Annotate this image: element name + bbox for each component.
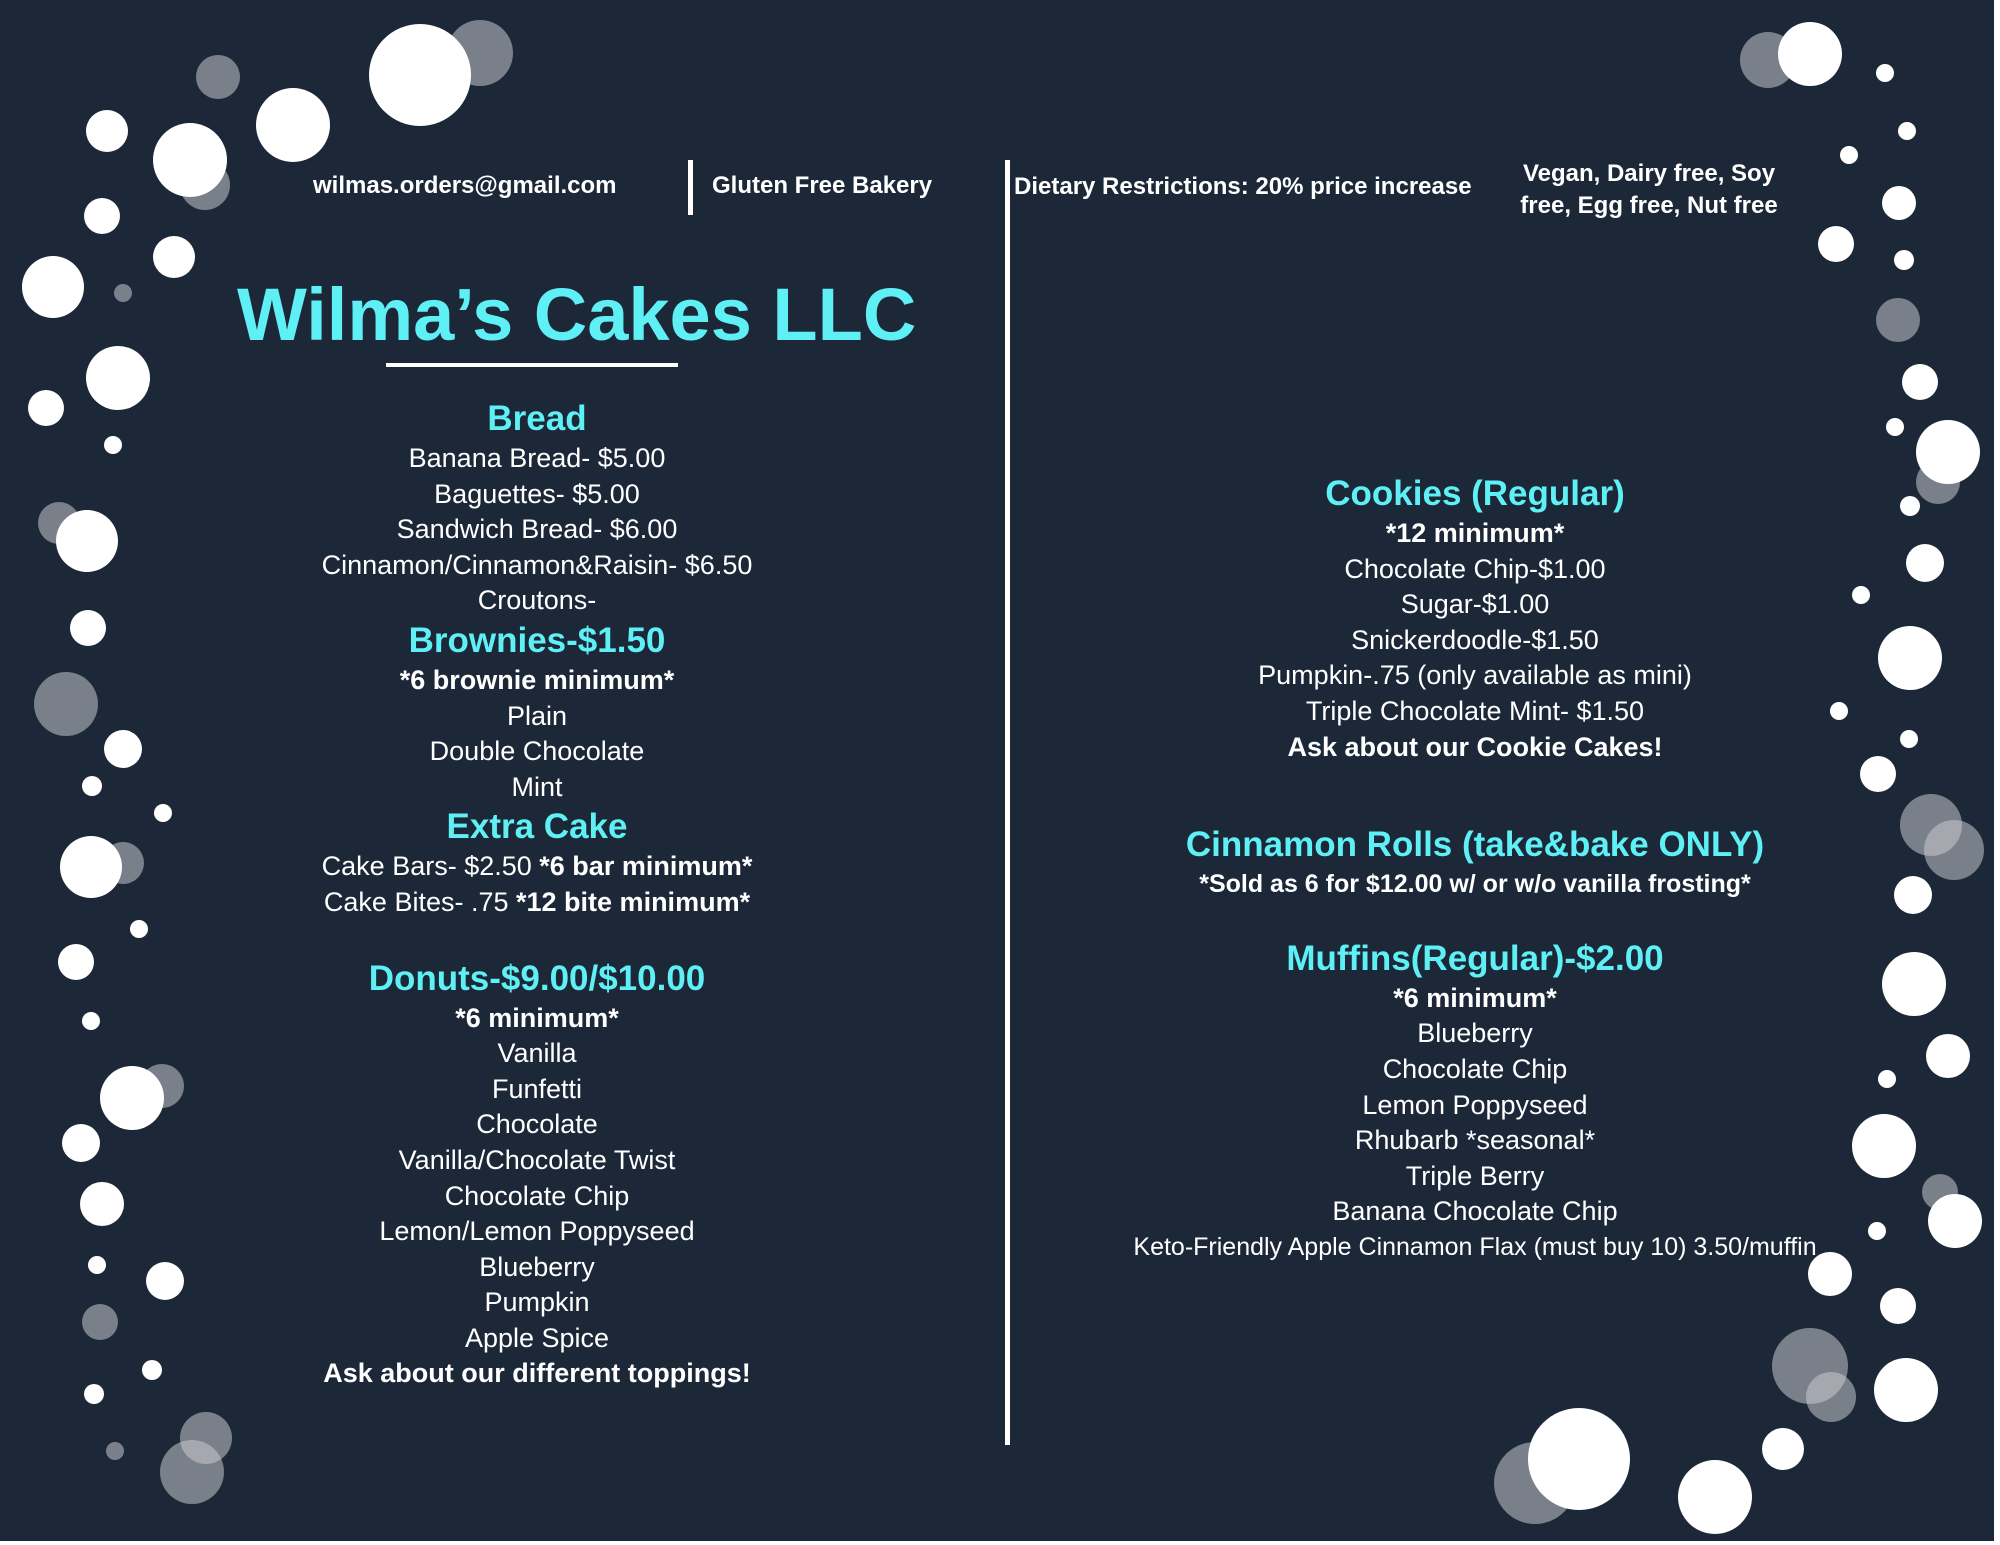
menu-item: Apple Spice <box>464 1322 610 1353</box>
menu-item: Pumpkin <box>484 1287 590 1318</box>
decorative-dot <box>130 920 148 938</box>
decorative-dot <box>84 198 120 234</box>
menu-item: Double Chocolate <box>429 736 645 767</box>
decorative-dot <box>1528 1408 1630 1510</box>
decorative-dot <box>1926 1034 1970 1078</box>
decorative-dot <box>1878 1070 1896 1088</box>
decorative-dot <box>1762 1428 1804 1470</box>
decorative-dot <box>1924 820 1984 880</box>
decorative-dot <box>86 110 128 152</box>
decorative-dot <box>70 610 106 646</box>
menu-item: Triple Chocolate Mint- $1.50 <box>1305 695 1645 726</box>
decorative-dot <box>1928 1194 1982 1248</box>
decorative-dot <box>1902 364 1938 400</box>
extra-cake-section <box>237 805 837 920</box>
decorative-dot <box>1882 186 1916 220</box>
decorative-dot <box>153 123 227 197</box>
decorative-dot <box>56 510 118 572</box>
decorative-dot <box>146 1262 184 1300</box>
cake-bites-item: Cake Bites- .75 <box>323 886 509 917</box>
decorative-dot <box>1876 64 1894 82</box>
decorative-dot <box>88 1256 106 1274</box>
decorative-dot <box>86 346 150 410</box>
cake-bars-minimum: *6 bar minimum* <box>539 851 753 882</box>
decorative-dot <box>1886 418 1904 436</box>
menu-item: Vanilla <box>497 1038 577 1069</box>
brownies-section <box>237 619 837 805</box>
decorative-dot <box>1894 876 1932 914</box>
donuts-heading: Donuts-$9.00/$10.00 <box>368 958 706 998</box>
decorative-dot <box>1916 420 1980 484</box>
menu-item: Lemon Poppyseed <box>1362 1089 1588 1120</box>
decorative-dot <box>1906 544 1944 582</box>
menu-item: Cinnamon/Cinnamon&Raisin- $6.50 <box>321 549 753 580</box>
decorative-dot <box>153 236 195 278</box>
cookie-cakes-note: Ask about our Cookie Cakes! <box>1287 731 1663 762</box>
cake-bites-minimum: *12 bite minimum* <box>516 886 751 917</box>
menu-item: Croutons- <box>477 585 597 616</box>
decorative-dot <box>196 55 240 99</box>
decorative-dot <box>142 1360 162 1380</box>
menu-item: Mint <box>511 771 563 802</box>
dietary-options-line-1: Vegan, Dairy free, Soy <box>1522 160 1776 187</box>
menu-item: Keto-Friendly Apple Cinnamon Flax (must buy 10) 3.50/muffin <box>1133 1232 1817 1261</box>
decorative-dot <box>1876 298 1920 342</box>
decorative-dot <box>1878 626 1942 690</box>
center-divider <box>1005 160 1010 1445</box>
decorative-dot <box>1818 226 1854 262</box>
decorative-dot <box>160 1440 224 1504</box>
decorative-dot <box>154 804 172 822</box>
menu-item: Chocolate <box>476 1109 598 1140</box>
cinnamon-rolls-section <box>1070 823 1880 903</box>
bread-heading: Bread <box>487 399 587 438</box>
decorative-dot <box>1806 1372 1856 1422</box>
menu-item: Blueberry <box>1417 1018 1533 1049</box>
decorative-dot <box>60 836 122 898</box>
menu-item: Funfetti <box>491 1073 583 1104</box>
decorative-dot <box>1894 250 1914 270</box>
muffins-section <box>1070 937 1880 1266</box>
decorative-dot <box>62 1124 100 1162</box>
cinnamon-rolls-note: *Sold as 6 for $12.00 w/ or w/o vanilla frosting* <box>1199 870 1751 899</box>
menu-item: Chocolate Chip <box>1382 1053 1568 1084</box>
cake-bars-item: Cake Bars- $2.50 <box>321 851 532 882</box>
title-underline <box>386 363 678 367</box>
menu-item: Lemon/Lemon Poppyseed <box>379 1216 695 1247</box>
donuts-section <box>237 957 837 1393</box>
header-divider <box>688 160 693 215</box>
decorative-dot <box>369 24 471 126</box>
decorative-dot <box>58 944 94 980</box>
menu-item: Blueberry <box>479 1251 595 1282</box>
menu-item: Vanilla/Chocolate Twist <box>398 1144 676 1175</box>
decorative-dot <box>104 436 122 454</box>
muffins-minimum-note: *6 minimum* <box>1393 982 1557 1013</box>
donuts-minimum-note: *6 minimum* <box>455 1002 619 1033</box>
decorative-dot <box>104 730 142 768</box>
brownies-minimum-note: *6 brownie minimum* <box>399 664 675 695</box>
menu-item: Plain <box>506 700 568 731</box>
decorative-dot <box>114 284 132 302</box>
menu-item: Banana Bread- $5.00 <box>408 443 666 473</box>
decorative-dot <box>1678 1460 1752 1534</box>
menu-item: Sugar-$1.00 <box>1400 589 1550 620</box>
extra-cake-heading: Extra Cake <box>446 807 628 847</box>
menu-item: Chocolate Chip <box>444 1180 630 1211</box>
cookies-minimum-note: *12 minimum* <box>1385 518 1565 548</box>
menu-item: Sandwich Bread- $6.00 <box>396 514 678 545</box>
menu-item: Pumpkin-.75 (only available as mini) <box>1258 660 1692 691</box>
menu-item: Snickerdoodle-$1.50 <box>1351 624 1599 655</box>
dietary-options-line-2: free, Egg free, Nut free <box>1520 192 1778 219</box>
decorative-dot <box>82 1304 118 1340</box>
donuts-toppings-note: Ask about our different toppings! <box>323 1358 751 1389</box>
decorative-dot <box>80 1182 124 1226</box>
decorative-dot <box>100 1066 164 1130</box>
bread-section <box>237 397 837 619</box>
menu-item: Triple Berry <box>1405 1160 1545 1191</box>
business-title: Wilma’s Cakes LLC <box>237 273 917 356</box>
decorative-dot <box>1840 146 1858 164</box>
menu-item: Baguettes- $5.00 <box>434 478 640 509</box>
decorative-dot <box>28 390 64 426</box>
cookies-section <box>1070 472 1880 765</box>
muffins-heading: Muffins(Regular)-$2.00 <box>1286 938 1664 978</box>
menu-item <box>237 885 837 921</box>
decorative-dot <box>256 88 330 162</box>
decorative-dot <box>22 256 84 318</box>
menu-item: Banana Chocolate Chip <box>1332 1196 1618 1227</box>
decorative-dot <box>1898 122 1916 140</box>
email-address: wilmas.orders@gmail.com <box>313 172 617 199</box>
decorative-dot <box>1882 952 1946 1016</box>
decorative-dot <box>106 1442 124 1460</box>
dietary-restrictions-note: Dietary Restrictions: 20% price increase <box>1014 173 1472 200</box>
brownies-heading: Brownies-$1.50 <box>408 620 666 660</box>
decorative-dot <box>82 776 102 796</box>
menu-item: Chocolate Chip-$1.00 <box>1344 553 1606 584</box>
decorative-dot <box>1778 22 1842 86</box>
cinnamon-rolls-heading: Cinnamon Rolls (take&bake ONLY) <box>1185 825 1765 865</box>
left-menu-column <box>237 397 837 1392</box>
decorative-dot <box>1900 730 1918 748</box>
cookies-heading: Cookies (Regular) <box>1325 474 1625 513</box>
decorative-dot <box>82 1012 100 1030</box>
decorative-dot <box>1900 496 1920 516</box>
decorative-dot <box>34 672 98 736</box>
menu-item: Rhubarb *seasonal* <box>1354 1125 1596 1156</box>
bakery-tagline: Gluten Free Bakery <box>712 172 933 199</box>
decorative-dot <box>1880 1288 1916 1324</box>
right-menu-column <box>1070 472 1880 1266</box>
decorative-dot <box>84 1384 104 1404</box>
menu-item <box>237 849 837 885</box>
decorative-dot <box>1874 1358 1938 1422</box>
